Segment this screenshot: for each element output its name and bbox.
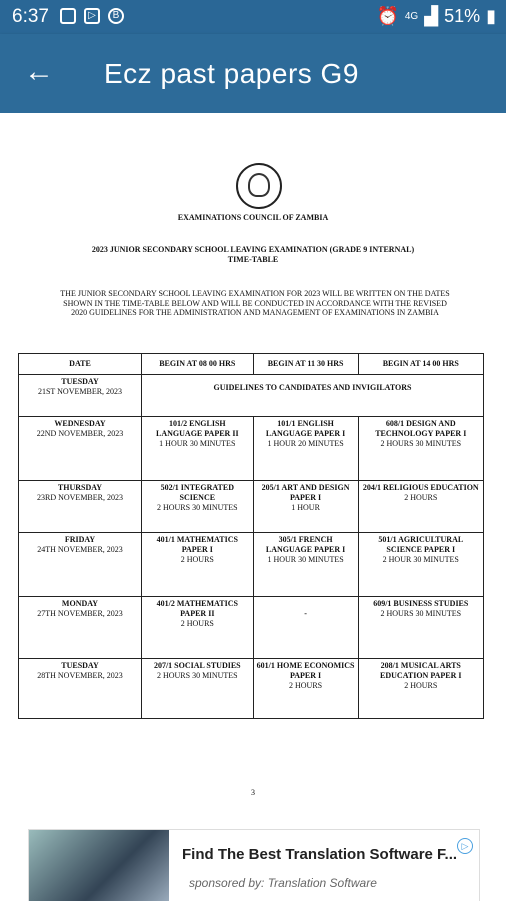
exam-cell	[253, 481, 358, 533]
date-cell	[19, 481, 142, 533]
exam-title: 601/1 HOME ECONOMICS PAPER I	[256, 661, 355, 680]
exam-duration: 2 HOURS	[180, 555, 214, 564]
exam-duration: 1 HOUR 20 MINUTES	[267, 439, 344, 448]
date-cell	[19, 417, 142, 481]
exam-duration: 2 HOURS	[289, 681, 323, 690]
exam-cell	[358, 659, 483, 719]
exam-cell	[253, 597, 358, 659]
exam-title: -	[304, 609, 307, 618]
ecz-logo-icon	[236, 163, 282, 209]
day-label: MONDAY	[61, 599, 99, 608]
exam-cell	[358, 533, 483, 597]
status-bar	[0, 0, 506, 34]
exam-title: 101/1 ENGLISH LANGUAGE PAPER I	[265, 419, 346, 438]
date-label: 22ND NOVEMBER, 2023	[36, 429, 124, 438]
heading-line1: 2023 JUNIOR SECONDARY SCHOOL LEAVING EXAMINATION (GRADE 9 INTERNAL)	[91, 245, 415, 254]
exam-title: 208/1 MUSICAL ARTS EDUCATION PAPER I	[380, 661, 462, 680]
exam-title: 101/2 ENGLISH LANGUAGE PAPER II	[156, 419, 239, 438]
exam-duration: 2 HOUR 30 MINUTES	[382, 555, 459, 564]
day-label: WEDNESDAY	[54, 419, 106, 428]
table-row	[19, 659, 484, 719]
exam-duration: 1 HOUR	[291, 503, 320, 512]
day-label: THURSDAY	[57, 483, 103, 492]
play-store-icon: ▷	[84, 8, 100, 24]
table-row	[19, 481, 484, 533]
date-cell	[19, 533, 142, 597]
signal-icon: ▟	[424, 6, 439, 26]
exam-cell	[253, 417, 358, 481]
exam-cell	[358, 481, 483, 533]
exam-cell	[142, 659, 254, 719]
exam-title: 501/1 AGRICULTURAL SCIENCE PAPER I	[378, 535, 464, 554]
exam-duration: 2 HOURS	[180, 619, 214, 628]
header-slot2: BEGIN AT 11 30 HRS	[253, 354, 358, 375]
timetable	[18, 353, 484, 719]
arrow-back-icon[interactable]: ←	[24, 55, 54, 88]
exam-cell	[142, 597, 254, 659]
table-header-row	[19, 354, 484, 375]
day-label: FRIDAY	[64, 535, 96, 544]
table-row	[19, 417, 484, 481]
exam-cell	[142, 417, 254, 481]
exam-duration: 1 HOUR 30 MINUTES	[267, 555, 344, 564]
exam-duration: 1 HOUR 30 MINUTES	[159, 439, 236, 448]
battery-icon: ▮	[486, 6, 496, 26]
intro-text: THE JUNIOR SECONDARY SCHOOL LEAVING EXAMINATION FOR 2023 WILL BE WRITTEN ON THE DATES SHOWN IN THE TIME-TABLE BELOW AND WILL BE CONDUCTED IN ACCORDANCE WITH THE REVISED 2020 GUIDELINES FOR THE ADMINISTRATION AND MANAGEMENT OF EXAMINATIONS IN ZAMBIA	[60, 289, 450, 317]
status-time: 6:37	[12, 6, 49, 27]
exam-cell	[358, 597, 483, 659]
heading-line2: TIME-TABLE	[227, 255, 279, 264]
notification-icons	[60, 8, 124, 24]
exam-title: 207/1 SOCIAL STUDIES	[153, 661, 241, 670]
organization-name: EXAMINATIONS COUNCIL OF ZAMBIA	[177, 213, 329, 222]
gallery-icon	[60, 8, 76, 24]
exam-title: 608/1 DESIGN AND TECHNOLOGY PAPER I	[375, 419, 467, 438]
exam-cell	[358, 417, 483, 481]
exam-title: 502/1 INTEGRATED SCIENCE	[160, 483, 234, 502]
app-title: Ecz past papers G9	[104, 58, 359, 89]
date-cell	[19, 659, 142, 719]
exam-duration: 2 HOURS 30 MINUTES	[380, 439, 462, 448]
app-bar	[0, 34, 506, 113]
exam-cell	[142, 533, 254, 597]
page-number: 3	[251, 788, 255, 797]
date-label: 21ST NOVEMBER, 2023	[37, 387, 123, 396]
exam-duration: 2 HOURS	[404, 681, 438, 690]
exam-duration: 2 HOURS	[404, 493, 438, 502]
header-date: DATE	[19, 354, 142, 375]
battery-label: 51%	[444, 6, 481, 26]
header-slot1: BEGIN AT 08 00 HRS	[142, 354, 254, 375]
exam-title: 204/1 RELIGIOUS EDUCATION	[362, 483, 479, 492]
date-cell	[19, 375, 142, 417]
date-label: 27TH NOVEMBER, 2023	[37, 609, 123, 618]
exam-cell	[253, 659, 358, 719]
document-heading	[0, 245, 506, 265]
network-label: 4G	[404, 11, 419, 22]
alarm-icon: ⏰	[376, 6, 399, 26]
header-slot3: BEGIN AT 14 00 HRS	[358, 354, 483, 375]
ad-image[interactable]	[29, 830, 169, 901]
table-row	[19, 597, 484, 659]
exam-title: 401/2 MATHEMATICS PAPER II	[156, 599, 238, 618]
status-right	[376, 6, 496, 27]
exam-duration: 2 HOURS 30 MINUTES	[380, 609, 462, 618]
exam-cell	[253, 533, 358, 597]
table-row	[19, 533, 484, 597]
exam-title: 305/1 FRENCH LANGUAGE PAPER I	[265, 535, 346, 554]
ad-headline[interactable]: Find The Best Translation Software F...	[182, 846, 458, 863]
date-cell	[19, 597, 142, 659]
day-label: TUESDAY	[61, 377, 99, 386]
b-icon: B	[108, 8, 124, 24]
exam-title: 609/1 BUSINESS STUDIES	[373, 599, 469, 608]
exam-duration: 2 HOURS 30 MINUTES	[156, 503, 238, 512]
table-row	[19, 375, 484, 417]
exam-duration: 2 HOURS 30 MINUTES	[156, 671, 238, 680]
span-label: GUIDELINES TO CANDIDATES AND INVIGILATORS	[213, 383, 412, 392]
exam-cell	[142, 481, 254, 533]
guidelines-cell	[142, 375, 484, 417]
exam-title: 401/1 MATHEMATICS PAPER I	[156, 535, 238, 554]
day-label: TUESDAY	[61, 661, 99, 670]
ad-sponsor: sponsored by: Translation Software	[189, 876, 377, 890]
document-page	[0, 113, 506, 826]
exam-title: 205/1 ART AND DESIGN PAPER I	[261, 483, 350, 502]
ad-banner[interactable]	[28, 829, 480, 901]
date-label: 28TH NOVEMBER, 2023	[37, 671, 123, 680]
adchoices-icon[interactable]: ▷	[457, 838, 473, 854]
date-label: 23RD NOVEMBER, 2023	[36, 493, 123, 502]
date-label: 24TH NOVEMBER, 2023	[37, 545, 123, 554]
